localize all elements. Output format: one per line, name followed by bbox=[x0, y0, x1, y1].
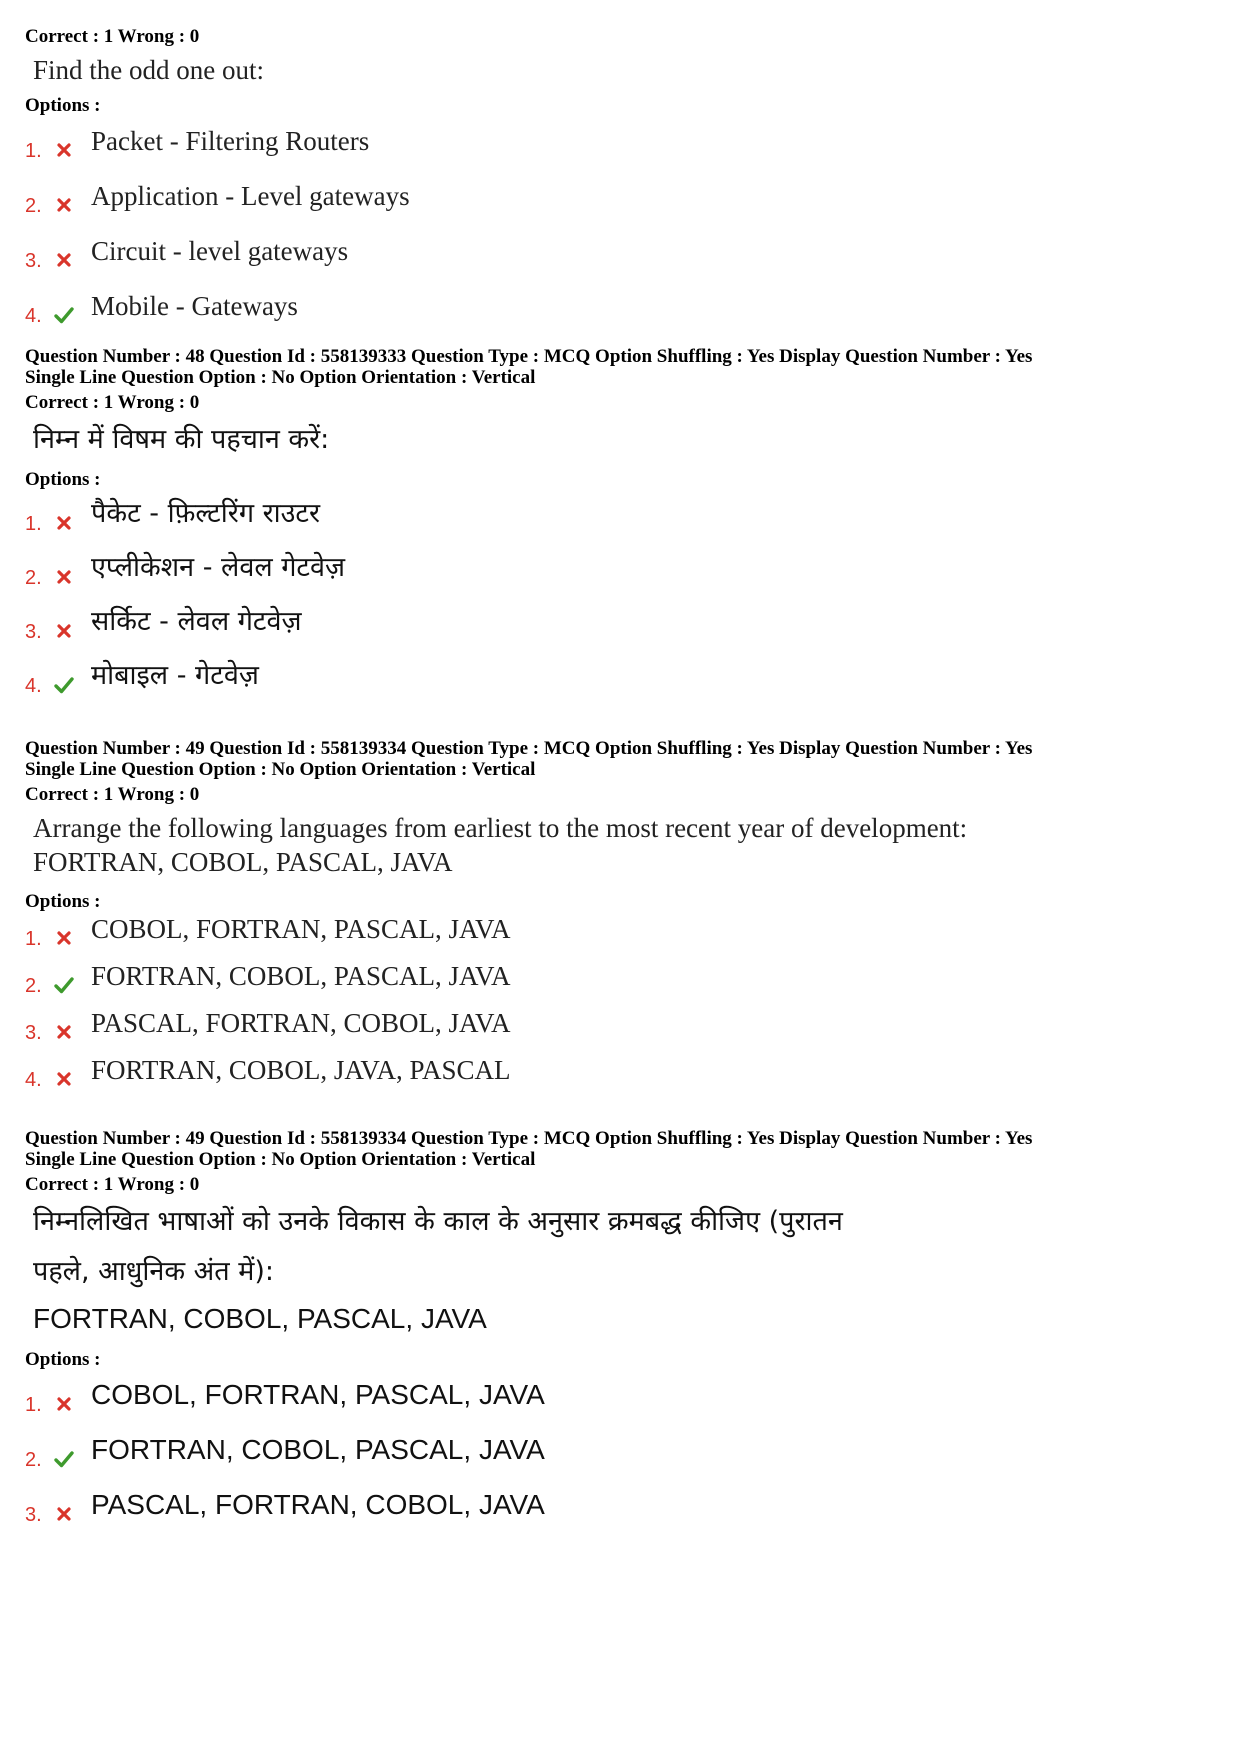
option-text: COBOL, FORTRAN, PASCAL, JAVA bbox=[91, 1379, 545, 1410]
cross-icon bbox=[53, 566, 75, 588]
cross-icon bbox=[53, 194, 75, 216]
cross-icon bbox=[53, 1393, 75, 1415]
check-icon bbox=[53, 674, 75, 696]
cross-icon bbox=[53, 512, 75, 534]
question-meta-line-2: Single Line Question Option : No Option Orientation : Vertical bbox=[25, 1149, 536, 1170]
check-icon bbox=[53, 304, 75, 326]
option-text: Circuit - level gateways bbox=[91, 236, 349, 266]
option-text: FORTRAN, COBOL, PASCAL, JAVA bbox=[91, 1434, 545, 1465]
option-text: सर्किट - लेवल गेटवेज़ bbox=[91, 606, 302, 637]
option-number: 1. bbox=[25, 928, 42, 950]
options-list bbox=[25, 1370, 1215, 1535]
question-meta-line-2: Single Line Question Option : No Option Orientation : Vertical bbox=[25, 759, 536, 780]
option-item bbox=[25, 1480, 1215, 1535]
option-number: 2. bbox=[25, 975, 42, 997]
cross-icon bbox=[53, 1021, 75, 1043]
question-text-line-1: निम्नलिखित भाषाओं को उनके विकास के काल के अनुसार क्रमबद्ध कीजिए (पुरातन bbox=[33, 1206, 843, 1237]
check-icon bbox=[53, 1448, 75, 1470]
option-number: 4. bbox=[25, 675, 42, 697]
option-text: मोबाइल - गेटवेज़ bbox=[91, 660, 259, 691]
question-meta-line-1: Question Number : 49 Question Id : 558139334 Question Type : MCQ Option Shuffling : Yes Display Question Number : Yes bbox=[25, 738, 1033, 759]
question-48-block bbox=[25, 346, 1215, 706]
option-text: FORTRAN, COBOL, JAVA, PASCAL bbox=[91, 1055, 511, 1085]
option-item bbox=[25, 598, 1215, 652]
option-number: 2. bbox=[25, 1449, 42, 1471]
option-number: 3. bbox=[25, 250, 42, 272]
option-text: एप्लीकेशन - लेवल गेटवेज़ bbox=[91, 552, 346, 583]
option-text: FORTRAN, COBOL, PASCAL, JAVA bbox=[91, 961, 511, 991]
option-text: COBOL, FORTRAN, PASCAL, JAVA bbox=[91, 914, 511, 944]
options-list bbox=[25, 116, 1215, 336]
option-item bbox=[25, 959, 1215, 1006]
cross-icon bbox=[53, 620, 75, 642]
option-item bbox=[25, 652, 1215, 706]
options-label: Options : bbox=[25, 1349, 101, 1370]
option-item bbox=[25, 226, 1215, 281]
option-number: 4. bbox=[25, 1069, 42, 1091]
options-list bbox=[25, 490, 1215, 706]
option-number: 3. bbox=[25, 1022, 42, 1044]
score-line: Correct : 1 Wrong : 0 bbox=[25, 784, 200, 805]
options-label: Options : bbox=[25, 469, 101, 490]
option-item bbox=[25, 1053, 1215, 1100]
option-item bbox=[25, 1425, 1215, 1480]
question-47-block bbox=[25, 26, 1215, 336]
cross-icon bbox=[53, 1068, 75, 1090]
question-meta-line-1: Question Number : 48 Question Id : 558139333 Question Type : MCQ Option Shuffling : Yes Display Question Number : Yes bbox=[25, 346, 1033, 367]
options-label: Options : bbox=[25, 95, 101, 116]
question-text: निम्न में विषम की पहचान करें: bbox=[33, 424, 330, 455]
option-number: 2. bbox=[25, 195, 42, 217]
option-text: PASCAL, FORTRAN, COBOL, JAVA bbox=[91, 1489, 545, 1520]
option-item bbox=[25, 1370, 1215, 1425]
question-49-hi-block bbox=[25, 1128, 1215, 1535]
cross-icon bbox=[53, 249, 75, 271]
option-number: 4. bbox=[25, 305, 42, 327]
question-text: Find the odd one out: bbox=[33, 55, 264, 85]
option-text: Packet - Filtering Routers bbox=[91, 126, 370, 156]
option-text: पैकेट - फ़िल्टरिंग राउटर bbox=[91, 498, 321, 529]
option-number: 3. bbox=[25, 1504, 42, 1526]
check-icon bbox=[53, 974, 75, 996]
cross-icon bbox=[53, 139, 75, 161]
option-item bbox=[25, 912, 1215, 959]
question-49-en-block bbox=[25, 738, 1215, 1100]
option-number: 2. bbox=[25, 567, 42, 589]
question-text-line-3: FORTRAN, COBOL, PASCAL, JAVA bbox=[33, 1303, 487, 1334]
options-list bbox=[25, 912, 1215, 1100]
option-number: 1. bbox=[25, 1394, 42, 1416]
question-text-line-1: Arrange the following languages from earliest to the most recent year of development: bbox=[33, 813, 968, 843]
score-line: Correct : 1 Wrong : 0 bbox=[25, 392, 200, 413]
option-text: PASCAL, FORTRAN, COBOL, JAVA bbox=[91, 1008, 511, 1038]
question-text-line-2: FORTRAN, COBOL, PASCAL, JAVA bbox=[33, 847, 453, 877]
question-meta-line-1: Question Number : 49 Question Id : 558139334 Question Type : MCQ Option Shuffling : Yes Display Question Number : Yes bbox=[25, 1128, 1033, 1149]
option-number: 3. bbox=[25, 621, 42, 643]
option-item bbox=[25, 490, 1215, 544]
option-item bbox=[25, 281, 1215, 336]
cross-icon bbox=[53, 1503, 75, 1525]
option-text: Application - Level gateways bbox=[91, 181, 410, 211]
options-label: Options : bbox=[25, 891, 101, 912]
cross-icon bbox=[53, 927, 75, 949]
question-meta-line-2: Single Line Question Option : No Option Orientation : Vertical bbox=[25, 367, 536, 388]
option-item bbox=[25, 544, 1215, 598]
option-item bbox=[25, 171, 1215, 226]
option-number: 1. bbox=[25, 513, 42, 535]
option-item bbox=[25, 116, 1215, 171]
option-item bbox=[25, 1006, 1215, 1053]
score-line: Correct : 1 Wrong : 0 bbox=[25, 1174, 200, 1195]
score-line: Correct : 1 Wrong : 0 bbox=[25, 26, 200, 47]
option-number: 1. bbox=[25, 140, 42, 162]
question-text-line-2: पहले, आधुनिक अंत में): bbox=[33, 1256, 275, 1287]
option-text: Mobile - Gateways bbox=[91, 291, 298, 321]
